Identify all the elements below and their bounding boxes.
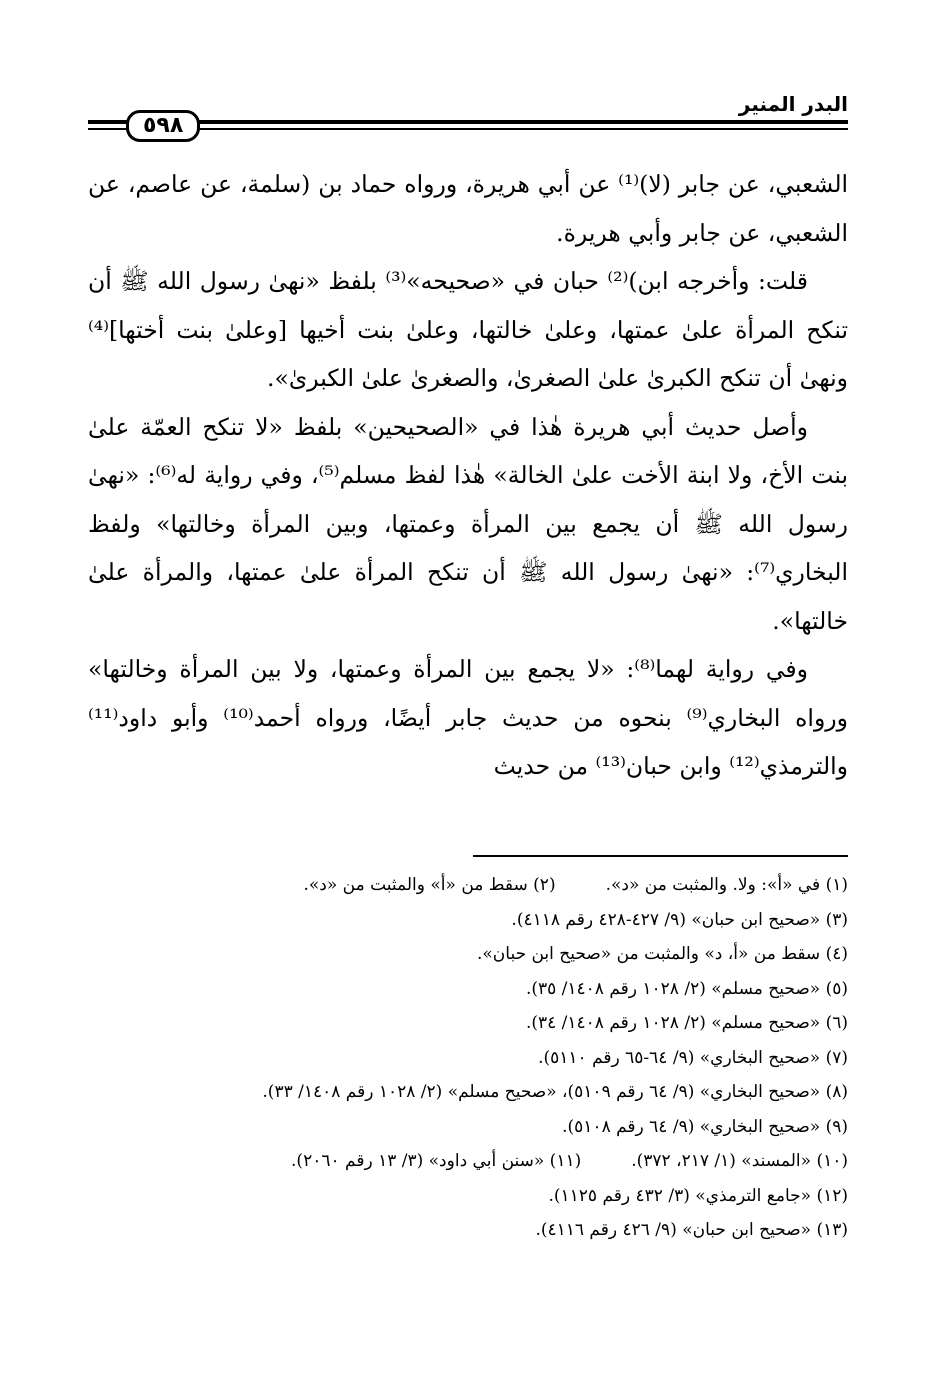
- footnote-separator: [473, 855, 848, 857]
- footnotes: [88, 868, 848, 1248]
- footnote-5: (٥) «صحيح مسلم» (٢/ ١٠٢٨ رقم ١٤٠٨/ ٣٥).: [525, 978, 848, 999]
- main-text: [88, 160, 848, 791]
- footnote-8: (٨) «صحيح البخاري» (٩/ ٦٤ رقم ٥١٠٩)، «صحيح مسلم» (٢/ ١٠٢٨ رقم ١٤٠٨/ ٣٣).: [262, 1082, 848, 1102]
- page-number-badge: ٥٩٨: [126, 110, 200, 142]
- footnote-12: (١٢) «جامع الترمذي» (٣/ ٤٣٢ رقم ١١٢٥).: [548, 1185, 848, 1206]
- footnote-3: (٣) «صحيح ابن حبان» (٩/ ٤٢٧-٤٢٨ رقم ٤١١٨).: [511, 909, 848, 930]
- footnote-1: (١) في «أ»: ولا. والمثبت من «د».: [605, 875, 848, 895]
- paragraph-4: وفي رواية لهما⁽⁸⁾: «لا يجمع بين المرأة وعمتها، ولا بين المرأة وخالتها» ورواه البخاري⁽⁹⁾ بنحوه من حديث جابر أيضًا، ورواه أحمد⁽¹⁰⁾ وأبو داود⁽¹¹⁾ والترمذي⁽¹²⁾ وابن حبان⁽¹³⁾ من حديث: [88, 655, 848, 780]
- paragraph-2: قلت: وأخرجه ابن)⁽²⁾ حبان في «صحيحه»⁽³⁾ بلفظ «نهىٰ رسول الله ﷺ أن تنكح المرأة علىٰ عمتها، وعلىٰ خالتها، وعلىٰ بنت أخيها [وعلىٰ بنت أختها]⁽⁴⁾ ونهىٰ أن تنكح الكبرىٰ علىٰ الصغرىٰ، والصغرىٰ علىٰ الكبرىٰ».: [88, 267, 848, 392]
- footnote-11: (١١) «سنن أبي داود» (٣/ ١٣ رقم ٢٠٦٠).: [291, 1151, 582, 1171]
- footnote-4: (٤) سقط من «أ، د» والمثبت من «صحيح ابن حبان».: [476, 944, 848, 964]
- page-header: [88, 90, 848, 140]
- header-rule-thin: [88, 128, 848, 130]
- footnote-row: [88, 1144, 848, 1179]
- book-title: البدر المنير: [738, 92, 848, 116]
- footnote-6: (٦) «صحيح مسلم» (٢/ ١٠٢٨ رقم ١٤٠٨/ ٣٤).: [525, 1013, 848, 1033]
- header-rule-thick: [88, 120, 848, 124]
- footnote-13: (١٣) «صحيح ابن حبان» (٩/ ٤٢٦ رقم ٤١١٦).: [535, 1220, 848, 1240]
- footnote-7: (٧) «صحيح البخاري» (٩/ ٦٤-٦٥ رقم ٥١١٠).: [538, 1047, 848, 1068]
- paragraph-1: الشعبي، عن جابر (لا)⁽¹⁾ عن أبي هريرة، ورواه حماد بن (سلمة، عن عاصم، عن الشعبي، عن جابر وأبي هريرة.: [88, 170, 849, 247]
- footnote-row: [88, 868, 848, 903]
- footnote-2: (٢) سقط من «أ» والمثبت من «د».: [303, 875, 556, 895]
- footnote-9: (٩) «صحيح البخاري» (٩/ ٦٤ رقم ٥١٠٨).: [562, 1116, 848, 1137]
- footnote-10: (١٠) «المسند» (١/ ٢١٧، ٣٧٢).: [631, 1151, 848, 1171]
- paragraph-3: وأصل حديث أبي هريرة هٰذا في «الصحيحين» بلفظ «لا تنكح العمّة علىٰ بنت الأخ، ولا ابنة الأخت علىٰ الخالة» هٰذا لفظ مسلم⁽⁵⁾، وفي رواية له⁽⁶⁾: «نهىٰ رسول الله ﷺ أن يجمع بين المرأة وعمتها، وبين المرأة وخالتها» ولفظ البخاري⁽⁷⁾: «نهىٰ رسول الله ﷺ أن تنكح المرأة علىٰ عمتها، والمرأة علىٰ خالتها».: [88, 412, 848, 635]
